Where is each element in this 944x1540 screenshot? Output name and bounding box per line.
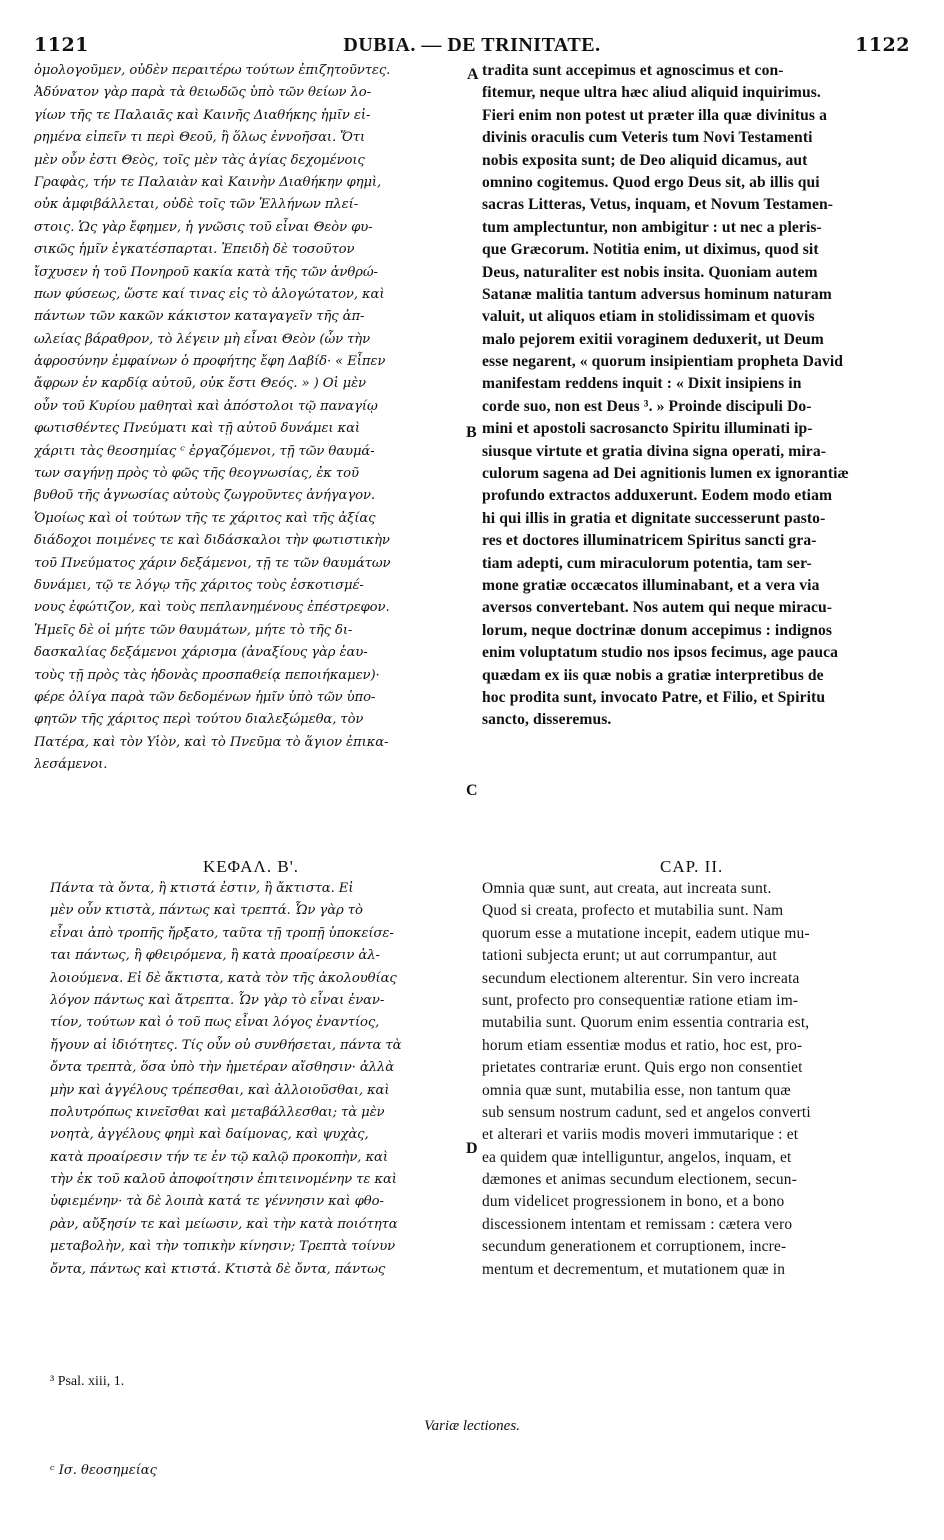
- text-line: siusque virtute et gratia divina signa operati, mira-: [482, 442, 827, 460]
- text-line: corde suo, non est Deus ³. » Proinde discipuli Do-: [482, 397, 812, 415]
- text-line: στοις. Ὡς γὰρ ἔφημεν, ἡ γνῶσις τοῦ εἶναι Θεὸν φυ-: [34, 219, 373, 235]
- text-line: ωλείας βάραθρον, τὸ λέγειν μὴ εἶναι Θεὸν (ὧν τὴν: [34, 331, 371, 347]
- text-line: Fieri enim non potest ut præter illa quæ divinitus a: [482, 106, 827, 124]
- text-line: σικῶς ἡμῖν ἐγκατέσπαρται. Ἐπειδὴ δὲ τοσοῦτον: [34, 242, 355, 258]
- text-line: φέρε ὀλίγα παρὰ τῶν δεδομένων ἡμῖν ὑπὸ τῶν ὑπο-: [34, 689, 376, 705]
- text-line: res et doctores illuminatricem Spiritus sancti gra-: [482, 532, 817, 550]
- page-number-left: 1121: [34, 34, 89, 56]
- text-line: τοῦ Πνεύματος χάριν δεξάμενοι, τῇ τε τῶν θαυμάτων: [34, 555, 391, 571]
- chapter-heading-latin: CAP. II.: [660, 857, 724, 876]
- running-title: DUBIA. — DE TRINITATE.: [343, 34, 601, 56]
- text-line: χάριτι τὰς θεοσημίας ᶜ ἐργαζόμενοι, τῇ τῶν θαυμά-: [34, 443, 375, 459]
- text-line: culorum sagena ad Dei agnitionis lumen ex ignorantiæ: [482, 465, 849, 483]
- text-line: tiam adepti, cum miraculorum potentia, tam ser-: [482, 554, 812, 572]
- text-line: Ἡμεῖς δὲ οἱ μήτε τῶν θαυμάτων, μήτε τὸ τῆς δι-: [34, 622, 353, 638]
- text-line: ἄφρων ἐν καρδίᾳ αὐτοῦ, οὐκ ἔστι Θεός. » ) Οἱ μὲν: [34, 376, 366, 392]
- text-line: tradita sunt accepimus et agnoscimus et con-: [482, 62, 784, 79]
- text-line: μὴν καὶ ἀγγέλους τρέπεσθαι, καὶ ἀλλοιοῦσθαι, καὶ: [50, 1082, 390, 1098]
- text-line: que Græcorum. Notitia enim, ut diximus, quod sit: [482, 241, 819, 259]
- text-line: βυθοῦ τῆς ἀγνωσίας αὐτοὺς ζωγροῦντες ἀνήγαγον.: [34, 488, 375, 504]
- text-line: hi qui illis in gratia et dignitate successerunt pasto-: [482, 509, 826, 527]
- text-line: malo pejorem exitii voraginem deduxerit, ut Deum: [482, 330, 824, 348]
- text-line: mone gratiæ occæcatos illuminabant, et a vera via: [482, 576, 820, 594]
- margin-marker-d: D: [466, 1140, 478, 1157]
- margin-marker-b: B: [466, 424, 477, 441]
- text-line: hoc prodita sunt, invocato Patre, et Filio, et Spiritu: [482, 688, 826, 706]
- text-line: εἶναι ἀπὸ τροπῆς ἤρξατο, ταῦτα τῇ τροπῇ ὑποκείσε-: [50, 925, 394, 941]
- text-line: φητῶν τῆς χάριτος περὶ τούτου διαλεξώμεθα, τὸν: [34, 712, 364, 728]
- text-line: λοιούμενα. Εἰ δὲ ἄκτιστα, κατὰ τὸν τῆς ἀκολουθίας: [50, 970, 397, 986]
- text-line: πάντων τῶν κακῶν κάκιστον καταγαγεῖν τῆς ἀπ-: [34, 309, 365, 325]
- text-line: prietates contrariæ erunt. Quis ergo non consentiet: [482, 1059, 803, 1077]
- top-latin-column: [482, 60, 912, 732]
- text-line: ἤγουν αἱ ἰδιότητες. Τίς οὖν οὐ συνθήσεται, πάντα τὰ: [50, 1037, 402, 1053]
- text-line: λόγον πάντως καὶ ἄτρεπτα. Ὧν γὰρ τὸ εἶναι ἐναν-: [50, 992, 385, 1008]
- text-line: aversos convertebant. Nos autem qui neque miracu-: [482, 599, 833, 617]
- bottom-latin-column: [482, 878, 912, 1281]
- text-line: sub sensum nostrum cadunt, sed et angelos converti: [482, 1103, 811, 1121]
- text-line: Πατέρα, καὶ τὸν Υἱὸν, καὶ τὸ Πνεῦμα τὸ ἅγιον ἐπικα-: [34, 734, 389, 750]
- text-line: Quod si creata, profecto et mutabilia sunt. Nam: [482, 902, 784, 920]
- text-line: quædam ex iis quæ nobis a gratiæ interpretibus de: [482, 666, 824, 684]
- text-line: ἀφροσύνην ἐμφαίνων ὁ προφήτης ἔφη Δαβίδ· « Εἶπεν: [34, 354, 386, 370]
- text-line: νοητὰ, ἀγγέλους φημὶ καὶ δαίμονας, καὶ ψυχὰς,: [50, 1127, 369, 1143]
- text-line: μὲν οὖν ἐστι Θεὸς, τοῖς μὲν τὰς ἁγίας δεχομένοις: [34, 152, 365, 168]
- text-line: dæmones et animas secundum electionem, secun-: [482, 1171, 798, 1189]
- text-line: δυνάμει, τῷ τε λόγῳ τῆς χάριτος τοὺς ἐσκοτισμέ-: [34, 577, 364, 593]
- text-line: ὄντα τρεπτὰ, ὅσα ὑπὸ τὴν ἡμετέραν αἴσθησιν· ἀλλὰ: [50, 1060, 394, 1076]
- text-line: omnino cogitemus. Quod ergo Deus sit, ab illis qui: [482, 173, 820, 191]
- text-line: δασκαλίας δεξάμενοι χάρισμα (ἀναξίους γὰρ ἑαυ-: [34, 645, 368, 661]
- text-line: secundum electionem alterentur. Sin vero increata: [482, 969, 800, 987]
- text-line: Deus, naturaliter est nobis insita. Quoniam autem: [482, 263, 818, 281]
- text-line: discessionem intentam et remissam : cætera vero: [482, 1215, 793, 1233]
- text-line: profundo extractos adduxerunt. Eodem modo etiam: [482, 487, 833, 505]
- text-line: fitemur, neque ultra hæc aliud aliquid inquirimus.: [482, 84, 821, 102]
- bottom-greek-column: [50, 878, 462, 1281]
- text-line: mentum et decrementum, et mutationem quæ in: [482, 1260, 786, 1278]
- top-greek-column: [34, 60, 464, 777]
- text-line: valuit, ut aliquos etiam in stolidissimam et quovis: [482, 308, 815, 326]
- margin-marker-c: C: [466, 782, 478, 799]
- text-line: Γραφὰς, τήν τε Παλαιὰν καὶ Καινὴν Διαθήκην φημὶ,: [34, 174, 382, 190]
- margin-marker-a: A: [467, 66, 479, 83]
- text-line: πολυτρόπως κινεῖσθαι καὶ μεταβάλλεσθαι; τὰ μὲν: [50, 1104, 385, 1120]
- text-line: οὐκ ἀμφιβάλλεται, οὐδὲ τοῖς τῶν Ἑλλήνων πλεί-: [34, 197, 359, 213]
- text-line: πων φύσεως, ὥστε καί τινας εἰς τὸ ἀλογώτατον, καὶ: [34, 286, 385, 302]
- text-line: ea quidem quæ intelliguntur, angelos, inquam, et: [482, 1148, 792, 1166]
- chapter-heading-greek: ΚΕΦΑΛ. Β'.: [203, 857, 300, 876]
- text-line: φωτισθέντες Πνεύματι καὶ τῇ αὐτοῦ δυνάμει καὶ: [34, 421, 360, 437]
- footnote-psalm: ³ Psal. xiii, 1.: [50, 1374, 125, 1389]
- text-line: manifestam reddens inquit : « Dixit insipiens in: [482, 375, 802, 393]
- text-line: ὁμολογοῦμεν, οὐδὲν περαιτέρω τούτων ἐπιζητοῦντες.: [34, 63, 391, 78]
- text-line: τὴν ἐκ τοῦ καλοῦ ἀποφοίτησιν ἐπιτεινομένην τε καὶ: [50, 1172, 397, 1188]
- text-line: τίον, τούτων καὶ ὁ τοῦ πως εἶναι λόγος ἐναντίος,: [50, 1015, 380, 1031]
- text-line: τοὺς τῇ πρὸς τὰς ἡδονὰς προσπαθείᾳ πεποιήκαμεν)·: [34, 667, 380, 683]
- text-line: λεσάμενοι.: [34, 757, 108, 773]
- text-line: οὖν τοῦ Κυρίου μαθηταὶ καὶ ἀπόστολοι τῷ παναγίῳ: [34, 398, 378, 414]
- text-line: mini et apostoli sacrosancto Spiritu illuminati ip-: [482, 420, 813, 438]
- text-line: dum videlicet progressionem in bono, et a bono: [482, 1193, 785, 1211]
- text-line: sancto, disseremus.: [482, 711, 612, 729]
- text-line: quorum esse a mutatione incepit, eadem utique mu-: [482, 924, 810, 942]
- text-line: ἴσχυσεν ἡ τοῦ Πονηροῦ κακία κατὰ τῆς τῶν ἀνθρώ-: [34, 264, 378, 280]
- text-line: horum etiam essentiæ modus et ratio, hoc est, pro-: [482, 1036, 803, 1054]
- text-line: των σαγήνῃ πρὸς τὸ φῶς τῆς θεογνωσίας, ἐκ τοῦ: [34, 466, 359, 482]
- text-line: ὄντα, πάντως καὶ κτιστά. Κτιστὰ δὲ ὄντα, πάντως: [50, 1261, 386, 1277]
- variae-lectiones-heading: Variæ lectiones.: [424, 1418, 520, 1434]
- text-line: ται πάντως, ἢ φθειρόμενα, ἢ κατὰ προαίρεσιν ἀλ-: [50, 948, 380, 964]
- text-line: et alterari et variis modis moveri immutarique : et: [482, 1126, 799, 1144]
- text-line: esse negarent, « quorum insipientiam propheta David: [482, 353, 844, 371]
- text-line: tationi subjecta erunt; ut aut corrumpantur, aut: [482, 947, 777, 965]
- text-line: Ὁμοίως καὶ οἱ τούτων τῆς τε χάριτος καὶ τῆς ἀξίας: [34, 510, 376, 526]
- text-line: ὑφιεμένην· τὰ δὲ λοιπὰ κατά τε γέννησιν καὶ φθο-: [50, 1194, 384, 1210]
- text-line: ρὰν, αὔξησίν τε καὶ μείωσιν, καὶ τὴν κατὰ ποιότητα: [50, 1216, 398, 1232]
- text-line: lorum, neque doctrinæ donum accepimus : indignos: [482, 621, 833, 639]
- text-line: mutabilia sunt. Quorum enim essentia contraria est,: [482, 1014, 810, 1032]
- text-line: enim voluptatum studio nos ipsos fecimus, age pauca: [482, 644, 839, 662]
- footnote-variant: ᶜ Ισ. θεοσημείας: [50, 1463, 157, 1478]
- page-number-right: 1122: [855, 34, 910, 56]
- text-line: Satanæ malitia tantum adversus hominum naturam: [482, 285, 832, 303]
- text-line: Omnia quæ sunt, aut creata, aut increata sunt.: [482, 880, 772, 897]
- text-line: nobis exposita sunt; de Deo aliquid dicamus, aut: [482, 151, 808, 169]
- text-line: secundum generationem et corruptionem, incre-: [482, 1238, 787, 1256]
- text-line: divinis oraculis cum Veteris tum Novi Testamenti: [482, 129, 813, 147]
- text-line: tum amplectuntur, non ambigitur : ut nec a pleris-: [482, 218, 822, 236]
- text-line: μεταβολὴν, καὶ τὴν τοπικὴν κίνησιν; Τρεπτὰ τοίνυν: [50, 1239, 396, 1255]
- text-line: Ἀδύνατον γὰρ παρὰ τὰ θειωδῶς ὑπὸ τῶν θείων λο-: [34, 85, 371, 101]
- text-line: μὲν οὖν κτιστὰ, πάντως καὶ τρεπτά. Ὧν γὰρ τὸ: [50, 903, 363, 919]
- text-line: κατὰ προαίρεσιν τήν τε ἐν τῷ καλῷ προκοπὴν, καὶ: [50, 1149, 388, 1165]
- text-line: γίων τῆς τε Παλαιᾶς καὶ Καινῆς Διαθήκης ἡμῖν εἰ-: [34, 107, 371, 123]
- text-line: omnia quæ sunt, mutabilia esse, non tantum quæ: [482, 1081, 791, 1099]
- text-line: Πάντα τὰ ὄντα, ἢ κτιστά ἐστιν, ἢ ἄκτιστα. Εἰ: [50, 881, 354, 896]
- text-line: νους ἐφώτιζον, καὶ τοὺς πεπλανημένους ἐπέστρεφον.: [34, 600, 390, 616]
- text-line: sacras Litteras, Vetus, inquam, et Novum Testamen-: [482, 196, 834, 214]
- text-line: διάδοχοι ποιμένες τε καὶ διδάσκαλοι τὴν φωτιστικὴν: [34, 533, 390, 549]
- text-line: ρημένα εἰπεῖν τι περὶ Θεοῦ, ἢ ὅλως ἐννοῆσαι. Ὅτι: [34, 130, 366, 146]
- text-line: sunt, profecto pro consequentiæ ratione etiam im-: [482, 991, 799, 1009]
